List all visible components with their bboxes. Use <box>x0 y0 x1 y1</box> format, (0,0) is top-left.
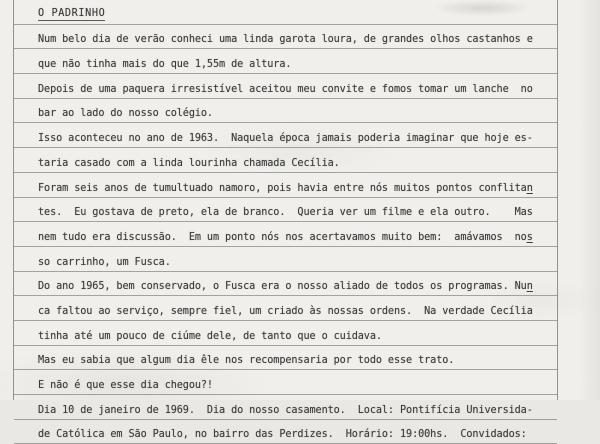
line-text: tinha até um pouco de ciúme dele, de tanto que o cuidava. <box>38 330 382 342</box>
line-text: que não tinha mais do que 1,55m de altura. <box>38 59 292 71</box>
line-text: taria casado com a linda lourinha chamada Cecília. <box>38 157 340 169</box>
text-line <box>14 420 557 444</box>
text-line <box>14 148 557 173</box>
line-underlined-suffix: n <box>526 182 533 194</box>
title-row <box>14 0 557 25</box>
line-text: Mas eu sabia que algum dia êle nos recompensaria por todo esse trato. <box>38 355 455 367</box>
document-title: O PADRINHO <box>38 7 106 19</box>
text-line <box>14 198 557 223</box>
ruled-sheet <box>13 0 558 441</box>
text-line <box>14 296 557 321</box>
text-line <box>14 395 557 420</box>
text-line <box>14 346 557 371</box>
line-text: de Católica em São Paulo, no bairro das Perdizes. Horário: 19:00hs. Convidados: <box>38 429 527 441</box>
text-line <box>14 99 557 124</box>
text-line <box>14 370 557 395</box>
line-text: so carrinho, um Fusca. <box>38 256 171 268</box>
line-text: Dia 10 de janeiro de 1969. Dia do nosso casamento. Local: Pontifícia Universida- <box>38 404 533 416</box>
text-line <box>14 173 557 198</box>
line-underlined-suffix: n <box>526 281 533 293</box>
text-line <box>14 321 557 346</box>
line-underlined-suffix: s <box>526 231 533 243</box>
line-text: Isso aconteceu no ano de 1963. Naquela época jamais poderia imaginar que hoje es- <box>38 133 533 145</box>
line-text: tes. Eu gostava de preto, ela de branco. Queria ver um filme e ela outro. Mas <box>38 207 533 219</box>
line-text: bar ao lado do nosso colégio. <box>38 108 213 120</box>
line-text: Depois de uma paquera irresistível aceitou meu convite e fomos tomar um lanche no <box>38 83 533 95</box>
line-text: Num belo dia de verão conheci uma linda garota loura, de grandes olhos castanhos e <box>38 34 533 46</box>
line-text: E não é que esse dia chegou?! <box>38 380 213 391</box>
text-line <box>14 25 557 50</box>
line-text: Foram seis anos de tumultuado namoro, pois havia entre nós muitos pontos conflita <box>38 182 527 194</box>
text-line <box>14 272 557 297</box>
text-line <box>14 247 557 272</box>
line-text: Do ano 1965, bem conservado, o Fusca era o nosso aliado de todos os programas. Nu <box>38 281 527 293</box>
text-line <box>14 74 557 99</box>
text-line <box>14 123 557 148</box>
text-line <box>14 222 557 247</box>
text-line <box>14 49 557 74</box>
line-text: nem tudo era discussão. Em um ponto nós nos acertavamos muito bem: amávamos no <box>38 231 527 243</box>
line-text: ca faltou ao serviço, sempre fiel, um criado às nossas ordens. Na verdade Cecília <box>38 305 533 317</box>
